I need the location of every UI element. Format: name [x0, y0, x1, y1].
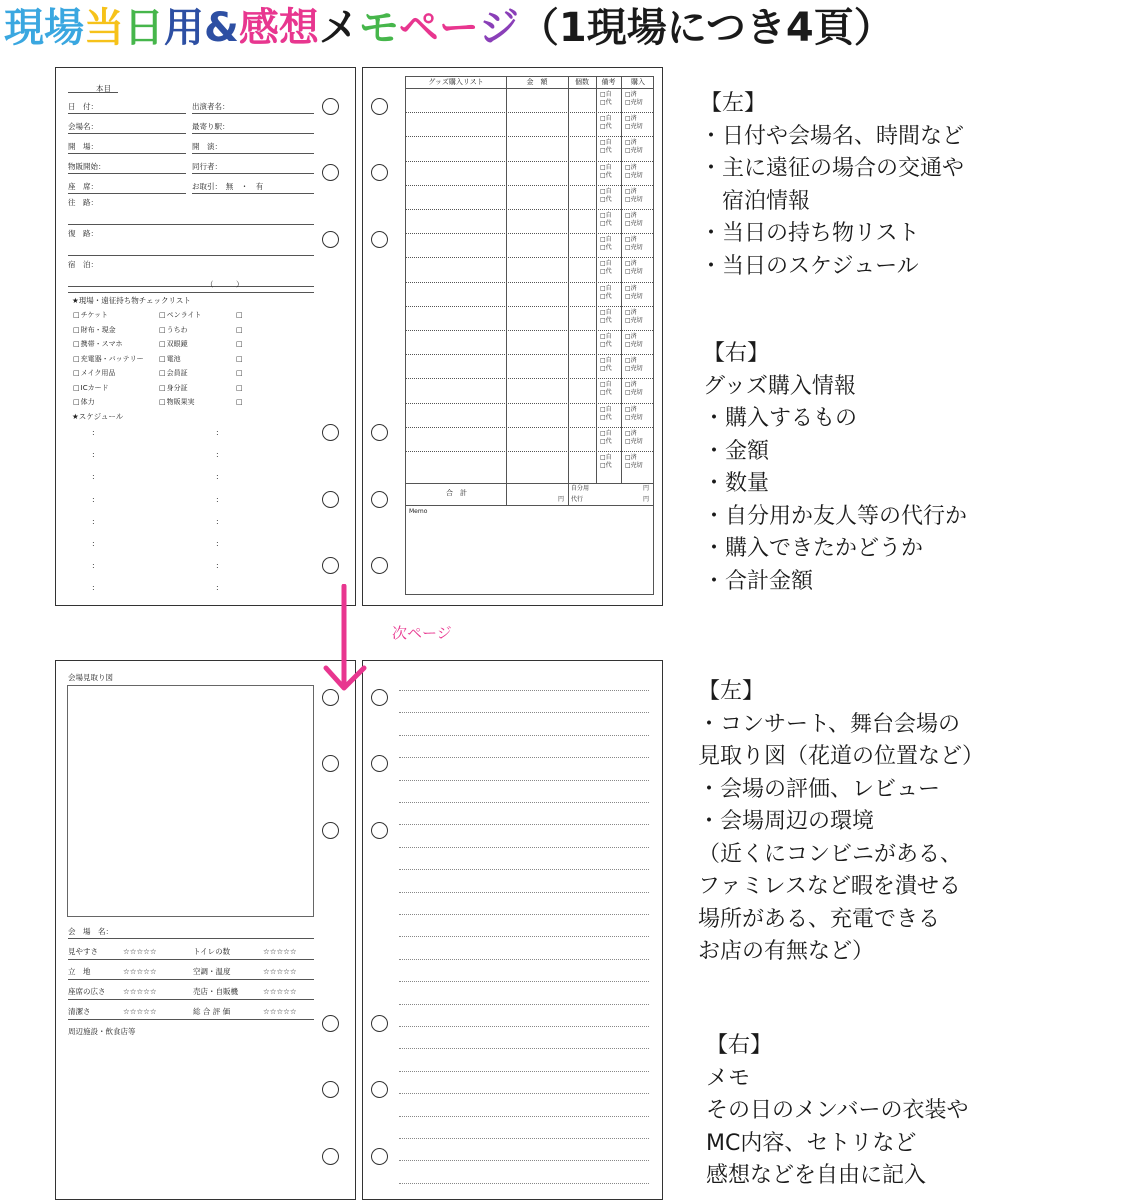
rating-stars: ☆☆☆☆☆	[263, 947, 297, 956]
annotation-line: その日のメンバーの衣装や	[706, 1098, 969, 1123]
memo-line	[399, 1004, 649, 1005]
title-char: 用	[164, 5, 204, 51]
checklist-item: □ 充電器・バッテリー	[73, 355, 144, 364]
memo-label: Memo	[409, 508, 428, 515]
table-row-line	[406, 330, 653, 331]
title-char: ジ	[478, 5, 519, 51]
rating-label: 売店・自販機	[193, 987, 238, 996]
table-row-line	[406, 233, 653, 234]
rating-line	[68, 1019, 314, 1020]
memo-line	[399, 757, 649, 758]
row-soldout-checkbox: □売切	[625, 244, 643, 252]
memo-line	[399, 802, 649, 803]
row-done-checkbox: □済	[625, 260, 637, 268]
annotation-bottom-left	[698, 676, 984, 969]
row-own-checkbox: □自	[600, 308, 612, 316]
rating-label: 空調・温度	[193, 967, 231, 976]
binder-hole	[322, 1015, 339, 1032]
schedule-time-colon: :	[92, 516, 95, 526]
table-header-cell: 金 額	[526, 78, 548, 86]
table-header-cell: 備考	[601, 78, 616, 86]
row-own-checkbox: □自	[600, 381, 612, 389]
row-soldout-checkbox: □売切	[625, 147, 643, 155]
table-col-line	[621, 77, 622, 483]
field-label: 最寄り駅：	[192, 122, 230, 131]
title-char: 現	[4, 5, 44, 51]
row-proxy-checkbox: □代	[600, 413, 612, 421]
checklist-item: □ ペンライト	[159, 311, 201, 320]
binder-hole	[322, 491, 339, 508]
memo-line	[399, 1048, 649, 1049]
row-proxy-checkbox: □代	[600, 195, 612, 203]
page-number-label: 本目	[96, 84, 111, 93]
checklist-box	[236, 384, 244, 393]
rating-stars: ☆☆☆☆☆	[263, 987, 297, 996]
page-title	[4, 2, 894, 54]
surroundings-label: 周辺施設・飲食店等	[68, 1027, 136, 1036]
route-line	[68, 255, 314, 256]
annotation-line: グッズ購入情報	[703, 373, 856, 399]
table-header-cell: グッズ購入リスト	[428, 78, 484, 86]
checklist-item: □ 携帯・スマホ	[73, 340, 123, 349]
route-label: 宿 泊：	[68, 260, 98, 269]
checklist-item: □ 双眼鏡	[159, 340, 188, 349]
checklist-item: □ 物販果実	[159, 398, 195, 407]
binder-hole	[371, 689, 388, 706]
binder-hole	[322, 557, 339, 574]
row-done-checkbox: □済	[625, 163, 637, 171]
memo-line	[399, 1071, 649, 1072]
title-char: （1現場につき4頁）	[518, 5, 894, 51]
title-char: メ	[318, 5, 359, 51]
binder-hole	[371, 1148, 388, 1165]
title-char: 当	[84, 5, 124, 51]
memo-line	[399, 959, 649, 960]
row-own-checkbox: □自	[600, 333, 612, 340]
title-char: ー	[438, 5, 479, 51]
row-own-checkbox: □自	[600, 405, 612, 413]
row-proxy-checkbox: □代	[600, 220, 612, 227]
binder-hole	[371, 424, 388, 441]
checklist-item: □ 財布・現金	[73, 326, 116, 335]
row-proxy-checkbox: □代	[600, 268, 612, 276]
row-proxy-checkbox: □代	[600, 171, 612, 179]
field-label: 開 演：	[192, 142, 222, 151]
divider	[68, 292, 314, 293]
memo-line	[399, 914, 649, 915]
annotation-line: ・合計金額	[703, 568, 814, 594]
row-own-checkbox: □自	[600, 212, 612, 219]
row-own-checkbox: □自	[600, 357, 612, 365]
table-row-line	[406, 451, 653, 452]
schedule-time-colon: :	[216, 539, 219, 548]
schedule-time-colon: :	[92, 539, 95, 548]
table-row-line	[406, 136, 653, 137]
rating-stars: ☆☆☆☆☆	[123, 987, 157, 996]
checklist-item: □ 身分証	[159, 384, 188, 393]
schedule-time-colon: :	[216, 583, 219, 593]
row-done-checkbox: □済	[625, 454, 637, 461]
binder-hole	[371, 1081, 388, 1098]
row-soldout-checkbox: □売切	[625, 268, 643, 276]
rating-line	[68, 999, 314, 1000]
checklist-box	[236, 326, 244, 335]
table-col-line	[596, 77, 597, 483]
row-soldout-checkbox: □売切	[625, 389, 643, 397]
schedule-time-colon: :	[216, 450, 219, 460]
row-proxy-checkbox: □代	[600, 365, 612, 373]
row-own-checkbox: □自	[600, 91, 612, 98]
binder-hole	[371, 822, 388, 839]
table-header-line	[406, 88, 653, 89]
row-soldout-checkbox: □売切	[625, 437, 643, 445]
title-char: ペ	[398, 5, 439, 51]
rating-line	[68, 959, 314, 960]
memo-line	[399, 981, 649, 982]
memo-line	[399, 1093, 649, 1094]
memo-line	[399, 847, 649, 848]
annotation-line: ・購入するもの	[703, 406, 858, 431]
schedule-time-colon: :	[216, 516, 219, 526]
table-row-line	[406, 427, 653, 428]
annotation-line: ・コンサート、舞台会場の	[698, 711, 961, 737]
row-proxy-checkbox: □代	[600, 462, 612, 469]
checklist-item: □ 電池	[159, 355, 181, 364]
annotation-line: ・当日のスケジュール	[700, 253, 919, 279]
venue-map-page	[55, 660, 356, 1200]
annotation-line: 場所がある、充電できる	[698, 906, 941, 932]
schedule-time-colon: :	[92, 583, 95, 593]
row-done-checkbox: □済	[625, 284, 637, 292]
table-header-cell: 購入	[631, 78, 645, 86]
rating-stars: ☆☆☆☆☆	[123, 947, 157, 956]
memo-line	[399, 824, 649, 825]
binder-hole	[371, 755, 388, 772]
row-soldout-checkbox: □売切	[625, 316, 643, 324]
row-done-checkbox: □済	[625, 381, 637, 389]
rating-label: 座席の広さ	[68, 987, 106, 996]
table-header-cell: 個数	[575, 78, 589, 86]
schedule-time-colon: :	[92, 450, 95, 460]
annotation-line: 【左】	[700, 91, 767, 116]
field-line	[192, 153, 314, 154]
yen-label: 円	[643, 485, 650, 492]
field-label: 物販開始：	[68, 162, 106, 171]
rating-stars: ☆☆☆☆☆	[263, 967, 297, 976]
annotation-line: 宿泊情報	[700, 188, 811, 214]
row-soldout-checkbox: □売切	[625, 171, 643, 179]
checklist-title: ★現場・遠征持ち物チェックリスト	[72, 296, 191, 305]
rating-stars: ☆☆☆☆☆	[263, 1007, 297, 1016]
row-soldout-checkbox: □売切	[625, 365, 643, 373]
checklist-item: □ うちわ	[159, 326, 188, 335]
goods-purchase-page	[362, 67, 663, 606]
own-label: 自分用	[571, 485, 590, 492]
field-line	[192, 193, 314, 194]
annotation-line: ・金額	[703, 438, 770, 464]
row-proxy-checkbox: □代	[600, 147, 612, 155]
row-soldout-checkbox: □売切	[625, 220, 643, 227]
title-char: 場	[44, 5, 84, 51]
row-own-checkbox: □自	[600, 187, 612, 195]
schedule-time-colon: :	[92, 494, 95, 504]
table-row-line	[406, 112, 653, 113]
annotation-line: 見取り図（花道の位置など）	[698, 744, 985, 769]
row-done-checkbox: □済	[625, 91, 637, 98]
table-row-line	[406, 257, 653, 258]
row-proxy-checkbox: □代	[600, 389, 612, 397]
annotation-bottom-right	[706, 1030, 968, 1193]
arrow-down-icon	[322, 584, 372, 694]
rating-label: 立 地	[68, 967, 91, 976]
annotation-line: ・主に遠征の場合の交通や	[700, 156, 965, 181]
table-row-line	[406, 378, 653, 379]
total-bottom-line	[406, 505, 653, 506]
next-page-label: 次ページ	[392, 624, 452, 642]
route-label: 復 路：	[68, 229, 98, 238]
row-proxy-checkbox: □代	[600, 316, 612, 324]
row-own-checkbox: □自	[600, 284, 612, 292]
venue-map-label: 会場見取り図	[68, 673, 113, 682]
annotation-line: MC内容、セトリなど	[706, 1130, 917, 1156]
binder-hole	[371, 1015, 388, 1032]
annotation-line: （近くにコンビニがある、	[698, 841, 963, 867]
annotation-line: メモ	[706, 1065, 751, 1091]
field-label: 座 席：	[68, 182, 98, 191]
binder-hole	[322, 424, 339, 441]
binder-hole	[322, 755, 339, 772]
row-soldout-checkbox: □売切	[625, 292, 643, 300]
table-row-line	[406, 161, 653, 162]
annotation-line: ・購入できたかどうか	[703, 536, 924, 561]
memo-line	[399, 712, 649, 713]
checklist-item: □ メイク用品	[73, 369, 115, 378]
row-proxy-checkbox: □代	[600, 99, 612, 106]
checklist-item: □ チケット	[73, 311, 108, 320]
paren-label: （ ）	[206, 280, 244, 289]
binder-hole	[371, 491, 388, 508]
checklist-box	[236, 311, 244, 320]
row-own-checkbox: □自	[600, 163, 612, 171]
annotation-line: 【右】	[703, 341, 770, 366]
checklist-box	[236, 355, 244, 364]
field-line	[192, 133, 314, 134]
annotation-line: ・会場の評価、レビュー	[698, 776, 941, 802]
row-done-checkbox: □済	[625, 357, 637, 365]
annotation-top-left	[700, 88, 964, 283]
checklist-box	[236, 398, 244, 407]
total-col-line	[568, 483, 569, 505]
memo-line	[399, 690, 649, 691]
row-proxy-checkbox: □代	[600, 341, 612, 348]
memo-line	[399, 1160, 649, 1161]
binder-hole	[322, 822, 339, 839]
row-proxy-checkbox: □代	[600, 123, 612, 131]
binder-hole	[322, 98, 339, 115]
table-row-line	[406, 403, 653, 404]
rating-label: 清潔さ	[68, 1007, 91, 1016]
field-label: 同行者：	[192, 162, 222, 171]
memo-line	[399, 1026, 649, 1027]
field-label: 出演者名：	[192, 102, 230, 111]
venue-name-label: 会 場 名：	[68, 927, 113, 936]
row-done-checkbox: □済	[625, 139, 637, 147]
memo-line	[399, 1183, 649, 1184]
field-line	[68, 133, 186, 134]
binder-hole	[371, 231, 388, 248]
row-own-checkbox: □自	[600, 115, 612, 123]
total-top-line	[406, 483, 653, 484]
row-soldout-checkbox: □売切	[625, 123, 643, 131]
route-line	[68, 286, 314, 287]
annotation-line: ・数量	[703, 471, 770, 496]
yen-label: 円	[643, 496, 650, 503]
yen-label: 円	[558, 496, 565, 503]
field-line	[192, 113, 314, 114]
row-soldout-checkbox: □売切	[625, 99, 643, 106]
memo-line	[399, 780, 649, 781]
table-row-line	[406, 185, 653, 186]
row-done-checkbox: □済	[625, 236, 637, 244]
goods-table	[405, 76, 654, 595]
row-soldout-checkbox: □売切	[625, 195, 643, 203]
memo-line	[399, 735, 649, 736]
annotation-line: 感想などを自由に記入	[706, 1163, 927, 1188]
row-proxy-checkbox: □代	[600, 292, 612, 300]
row-soldout-checkbox: □売切	[625, 413, 643, 421]
row-own-checkbox: □自	[600, 139, 612, 147]
row-soldout-checkbox: □売切	[625, 462, 643, 469]
row-own-checkbox: □自	[600, 429, 612, 437]
annotation-line: 【左】	[698, 679, 765, 704]
field-label: お取引： 無 ・ 有	[192, 182, 264, 191]
rating-label: 見やすさ	[68, 947, 98, 956]
row-done-checkbox: □済	[625, 212, 637, 219]
row-done-checkbox: □済	[625, 429, 637, 437]
annotation-line: ファミレスなど暇を潰せる	[698, 874, 961, 899]
binder-hole	[371, 164, 388, 181]
row-own-checkbox: □自	[600, 260, 612, 268]
schedule-time-colon: :	[216, 561, 219, 571]
table-col-line	[568, 77, 569, 483]
checklist-item: □ 体力	[73, 398, 95, 407]
event-info-page	[55, 67, 356, 606]
row-soldout-checkbox: □売切	[625, 341, 643, 348]
title-char: 想	[278, 5, 319, 51]
binder-hole	[322, 1148, 339, 1165]
title-char: &	[204, 5, 239, 51]
binder-hole	[322, 1081, 339, 1098]
schedule-time-colon: :	[92, 428, 95, 437]
title-char: 感	[238, 5, 279, 51]
total-col-line	[506, 483, 507, 505]
table-row-line	[406, 282, 653, 283]
row-own-checkbox: □自	[600, 454, 612, 461]
field-label: 開 場：	[68, 142, 98, 151]
annotation-line: ・会場周辺の環境	[698, 809, 875, 834]
checklist-box	[236, 340, 244, 349]
rating-label: 総 合 評 価	[193, 1007, 231, 1016]
schedule-time-colon: :	[92, 472, 95, 482]
table-row-line	[406, 209, 653, 210]
checklist-item: □ 会員証	[159, 369, 188, 378]
annotation-line: 【右】	[706, 1033, 773, 1058]
binder-hole	[371, 98, 388, 115]
memo-line	[399, 869, 649, 870]
annotation-line: ・日付や会場名、時間など	[700, 123, 965, 149]
table-row-line	[406, 306, 653, 307]
title-char: 日	[124, 5, 164, 51]
checklist-box	[236, 369, 244, 378]
schedule-title: ★スケジュール	[72, 412, 124, 421]
schedule-time-colon: :	[92, 561, 95, 571]
row-done-checkbox: □済	[625, 405, 637, 413]
row-done-checkbox: □済	[625, 333, 637, 340]
binder-hole	[322, 231, 339, 248]
schedule-time-colon: :	[216, 494, 219, 504]
schedule-time-colon: :	[216, 472, 219, 482]
field-line	[68, 173, 186, 174]
row-done-checkbox: □済	[625, 115, 637, 123]
annotation-line: お店の有無など）	[698, 939, 875, 964]
field-label: 会場名：	[68, 122, 98, 131]
row-proxy-checkbox: □代	[600, 437, 612, 445]
venue-map-box	[67, 685, 314, 917]
rating-stars: ☆☆☆☆☆	[123, 1007, 157, 1016]
field-label: 日 付：	[68, 102, 98, 111]
rating-stars: ☆☆☆☆☆	[123, 967, 157, 976]
memo-line	[399, 936, 649, 937]
schedule-time-colon: :	[216, 428, 219, 437]
memo-page	[362, 660, 663, 1200]
rating-line	[68, 979, 314, 980]
memo-line	[399, 1116, 649, 1117]
route-label: 往 路：	[68, 198, 98, 207]
total-label: 合 計	[446, 489, 467, 497]
annotation-line: ・当日の持ち物リスト	[700, 221, 920, 246]
title-char: モ	[358, 5, 399, 51]
field-line	[68, 153, 186, 154]
row-done-checkbox: □済	[625, 187, 637, 195]
annotation-top-right	[703, 338, 967, 598]
row-done-checkbox: □済	[625, 308, 637, 316]
checklist-item: □ ICカード	[73, 384, 109, 393]
annotation-line: ・自分用か友人等の代行か	[703, 503, 968, 529]
row-proxy-checkbox: □代	[600, 244, 612, 252]
field-line	[192, 173, 314, 174]
table-row-line	[406, 354, 653, 355]
field-line	[68, 193, 186, 194]
rating-label: トイレの数	[193, 947, 231, 956]
binder-hole	[371, 557, 388, 574]
route-line	[68, 224, 314, 225]
proxy-label: 代行	[571, 496, 584, 503]
memo-line	[399, 1138, 649, 1139]
table-col-line	[506, 77, 507, 483]
binder-hole	[322, 164, 339, 181]
memo-line	[399, 892, 649, 893]
row-own-checkbox: □自	[600, 236, 612, 244]
field-line	[68, 113, 186, 114]
